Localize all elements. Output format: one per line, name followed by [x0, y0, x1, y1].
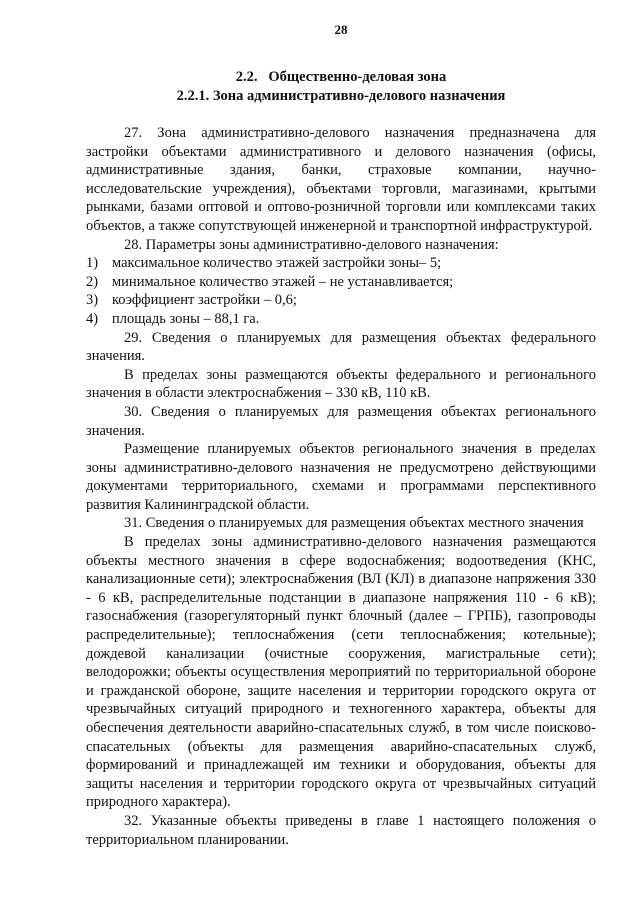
paragraph-29-body: В пределах зоны размещаются объекты федерального и регионального значения в области электроснабжения – 330 кВ, 110 кВ. — [86, 366, 596, 402]
section-heading: 2.2. Общественно-деловая зона — [235, 69, 447, 85]
param-item-3 — [86, 291, 596, 310]
paragraph-29: 29. Сведения о планируемых для размещения объектах федерального значения. — [86, 329, 596, 365]
paragraph-31-body: В пределах зоны административно-делового назначения размещаются объекты местного значения в сфере водоснабжения; водоотведения (КНС, канализационные сети); электроснабжения (ВЛ (КЛ) в диапазоне напряжения 330 - 6 кВ, распределительные подстанции в диапазоне напряжения 110 - 6 кВ); газоснабжения (газорегуляторный пункт блочный (далее – ГРПБ), газопроводы распределительные); теплоснабжения (сети теплоснабжения; котельные); дождевой канализации (очистные сооружения, магистральные сети); велодорожки; объекты осуществления мероприятий по территориальной обороне и гражданской обороне, защите населения и территории городского округа от чрезвычайных ситуаций природного и техногенного характера, объекты для обеспечения деятельности аварийно-спасательных служб, в том числе поисково-спасательных (объекты для размещения аварийно-спасательных служб, формирований и принадлежащей им техники и оборудования, объекты для защиты населения и территории городского округа от чрезвычайных ситуаций природного характера). — [86, 534, 596, 811]
body-text — [86, 124, 596, 849]
paragraph-32: 32. Указанные объекты приведены в главе 1 настоящего положения о территориальном планировании. — [86, 812, 596, 848]
paragraph-28: 28. Параметры зоны административно-делового назначения: — [124, 236, 499, 253]
param-item-4 — [86, 310, 596, 329]
paragraph-27: 27. Зона административно-делового назначения предназначена для застройки объектами административного и делового назначения (офисы, административные здания, банки, страховые компании, научно-исследовательские учреждения), объектами торговли, магазинами, крытыми рынками, базами оптовой и оптово-розничной торговли или комплексами таких объектов, а также сопутствующей инженерной и транспортной инфраструктурой. — [86, 125, 596, 234]
page-number: 28 — [334, 22, 348, 37]
param-item-1 — [86, 254, 596, 273]
param-item-text: площадь зоны – 88,1 га. — [112, 310, 260, 327]
paragraph-31: 31. Сведения о планируемых для размещения объектах местного значения — [124, 515, 584, 532]
param-item-number: 2) — [86, 273, 99, 290]
param-item-number: 4) — [86, 310, 99, 327]
subsection-heading: 2.2.1. Зона административно-делового назначения — [176, 88, 506, 104]
param-item-number: 3) — [86, 292, 99, 309]
param-item-number: 1) — [86, 255, 99, 272]
paragraph-30-body: Размещение планируемых объектов регионального значения в пределах зоны административно-делового назначения не предусмотрено действующими документами территориального, схемами и программами перспективного развития Калининградской области. — [86, 441, 596, 513]
param-item-text: максимальное количество этажей застройки зоны– 5; — [112, 255, 442, 272]
param-item-text: коэффициент застройки – 0,6; — [112, 292, 297, 309]
param-item-2 — [86, 273, 596, 292]
param-item-text: минимальное количество этажей – не устанавливается; — [112, 273, 454, 290]
headings — [86, 68, 596, 106]
paragraph-30: 30. Сведения о планируемых для размещения объектах регионального значения. — [86, 403, 596, 439]
